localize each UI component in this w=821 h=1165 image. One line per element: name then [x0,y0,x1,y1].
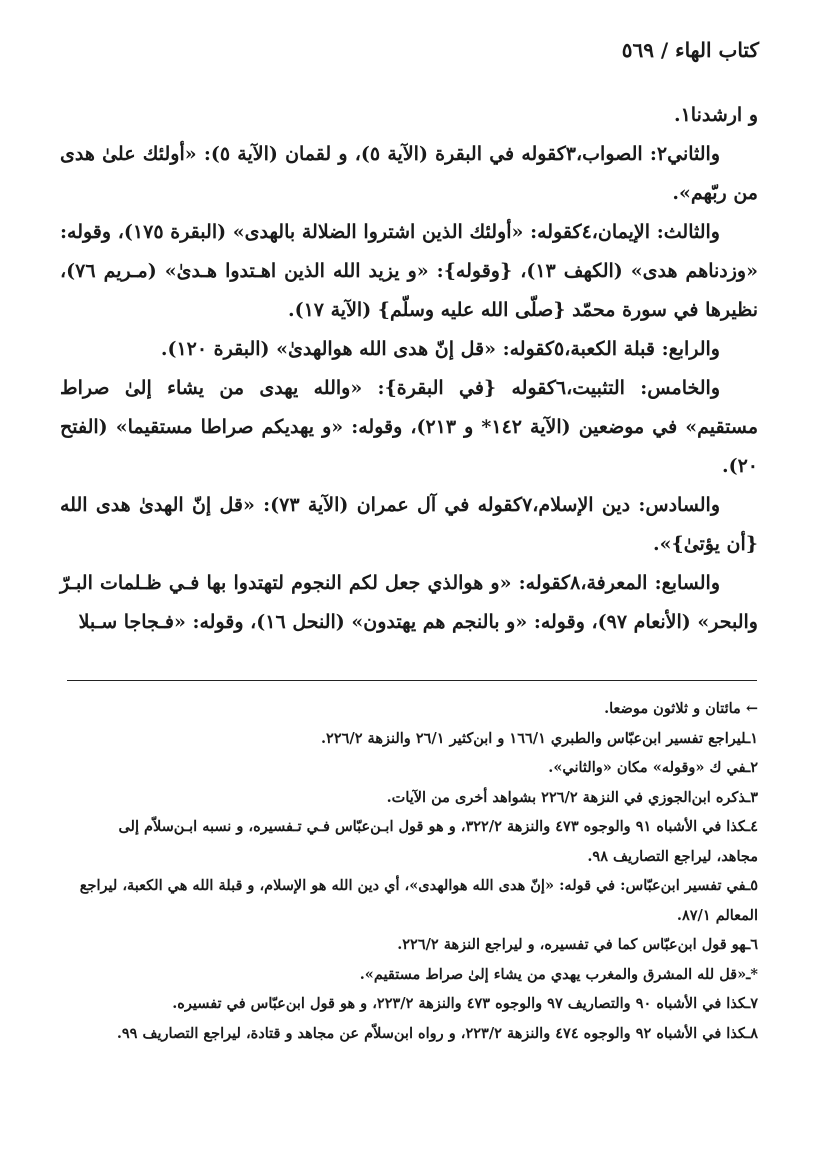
footnote-asterisk: *ـ«قل لله المشرق والمغرب يهدي من يشاء إلىٰ صراط مستقيم». [359,965,758,983]
footnote-4: ٤ـكذا في الأشباه ٩١ والوجوه ٤٧٣ والنزهة ٣٢٢/٢، و هو قول ابـن‌عبّاس فـي تـفسيره، و نسبه ابـن‌سلاّم إلى [118,818,758,835]
footnote-continued: ← مائتان و ثلاثون موضعا. [604,700,758,717]
running-header: كتاب الهاء / ٥٦٩ [621,38,759,62]
paragraph-seventh-meaning: والسابع: المعرفة،٨كقوله: «و هوالذي جعل لكم النجوم لتهتدوا بها فـي ظـلمات البـرّ والبحر» (الأنعام ٩٧)، وقوله: «و بالنجم هم يهتدون» (النحل ١٦)، وقوله: «فـجاجا سـبلا [60,572,758,633]
footnote-6: ٦ـهو قول ابن‌عبّاس كما في تفسيره، و ليراجع النزهة ٢٢٦/٢. [397,936,758,953]
paragraph-fourth-meaning: والرابع: قبلة الكعبة،٥كقوله: «قل إنّ هدى الله هوالهدىٰ» (البقرة ١٢٠). [160,338,720,360]
footnote-5: ٥ـفي تفسير ابن‌عبّاس: في قوله: «إنّ هدى الله هوالهدى»، أي دين الله هو الإسلام، و قبلة الله هي الكعبة، ليراجع [79,877,758,894]
footnotes [60,694,758,1048]
paragraph-fifth-meaning: والخامس: التثبيت،٦كقوله {في البقرة}: «والله يهدى من يشاء إلىٰ صراط مستقيم» في موضعين (الآية ١٤٢* و ٢١٣)، وقوله: «و يهديكم صراطا مستقيما» (الفتح ٢٠). [60,377,758,477]
footnote-3: ٣ـذكره ابن‌الجوزي في النزهة ٢٢٦/٢ بشواهد أخرى من الآيات. [386,788,758,806]
paragraph-third-meaning: والثالث: الإيمان،٤كقوله: «أولئك الذين اشتروا الضلالة بالهدى» (البقرة ١٧٥)، وقوله: «وزدناهم هدى» (الكهف ١٣)، {وقوله}: «و يزيد الله الذين اهـتدوا هـدىٰ» (مـريم ٧٦)، نظيرها في سورة محمّد {صلّى الله عليه وسلّم} (الآية ١٧). [60,221,758,321]
main-text [60,96,758,642]
paragraph-continuation: و ارشدنا١. [673,104,758,126]
footnote-4-continuation: مجاهد، ليراجع التصاريف ٩٨. [587,847,758,865]
footnote-7: ٧ـكذا في الأشباه ٩٠ والتصاريف ٩٧ والوجوه ٤٧٣ والنزهة ٢٢٣/٢، و هو قول ابن‌عبّاس في تفسيره. [172,995,758,1012]
footnote-8: ٨ـكذا في الأشباه ٩٢ والوجوه ٤٧٤ والنزهة ٢٢٣/٢، و رواه ابن‌سلاّم عن مجاهد و قتادة، ليراجع التصاريف ٩٩. [116,1024,758,1042]
paragraph-sixth-meaning: والسادس: دين الإسلام،٧كقوله في آل عمران (الآية ٧٣): «قل إنّ الهدىٰ هدى الله {أن يؤتىٰ}». [60,494,758,555]
footnote-2: ٢ـفي ك «وقوله» مكان «والثاني». [548,759,758,776]
footnote-5-continuation: المعالم ٨٧/١. [676,906,758,924]
paragraph-second-meaning: والثاني٢: الصواب،٣كقوله في البقرة (الآية ٥)، و لقمان (الآية ٥): «أولئك علىٰ هدى من ربّهم». [60,143,758,204]
footnote-divider [67,680,757,681]
footnote-1: ١ـليراجع تفسير ابن‌عبّاس والطبري ١٦٦/١ و ابن‌كثير ٢٦/١ والنزهة ٢٢٦/٢. [320,729,758,747]
